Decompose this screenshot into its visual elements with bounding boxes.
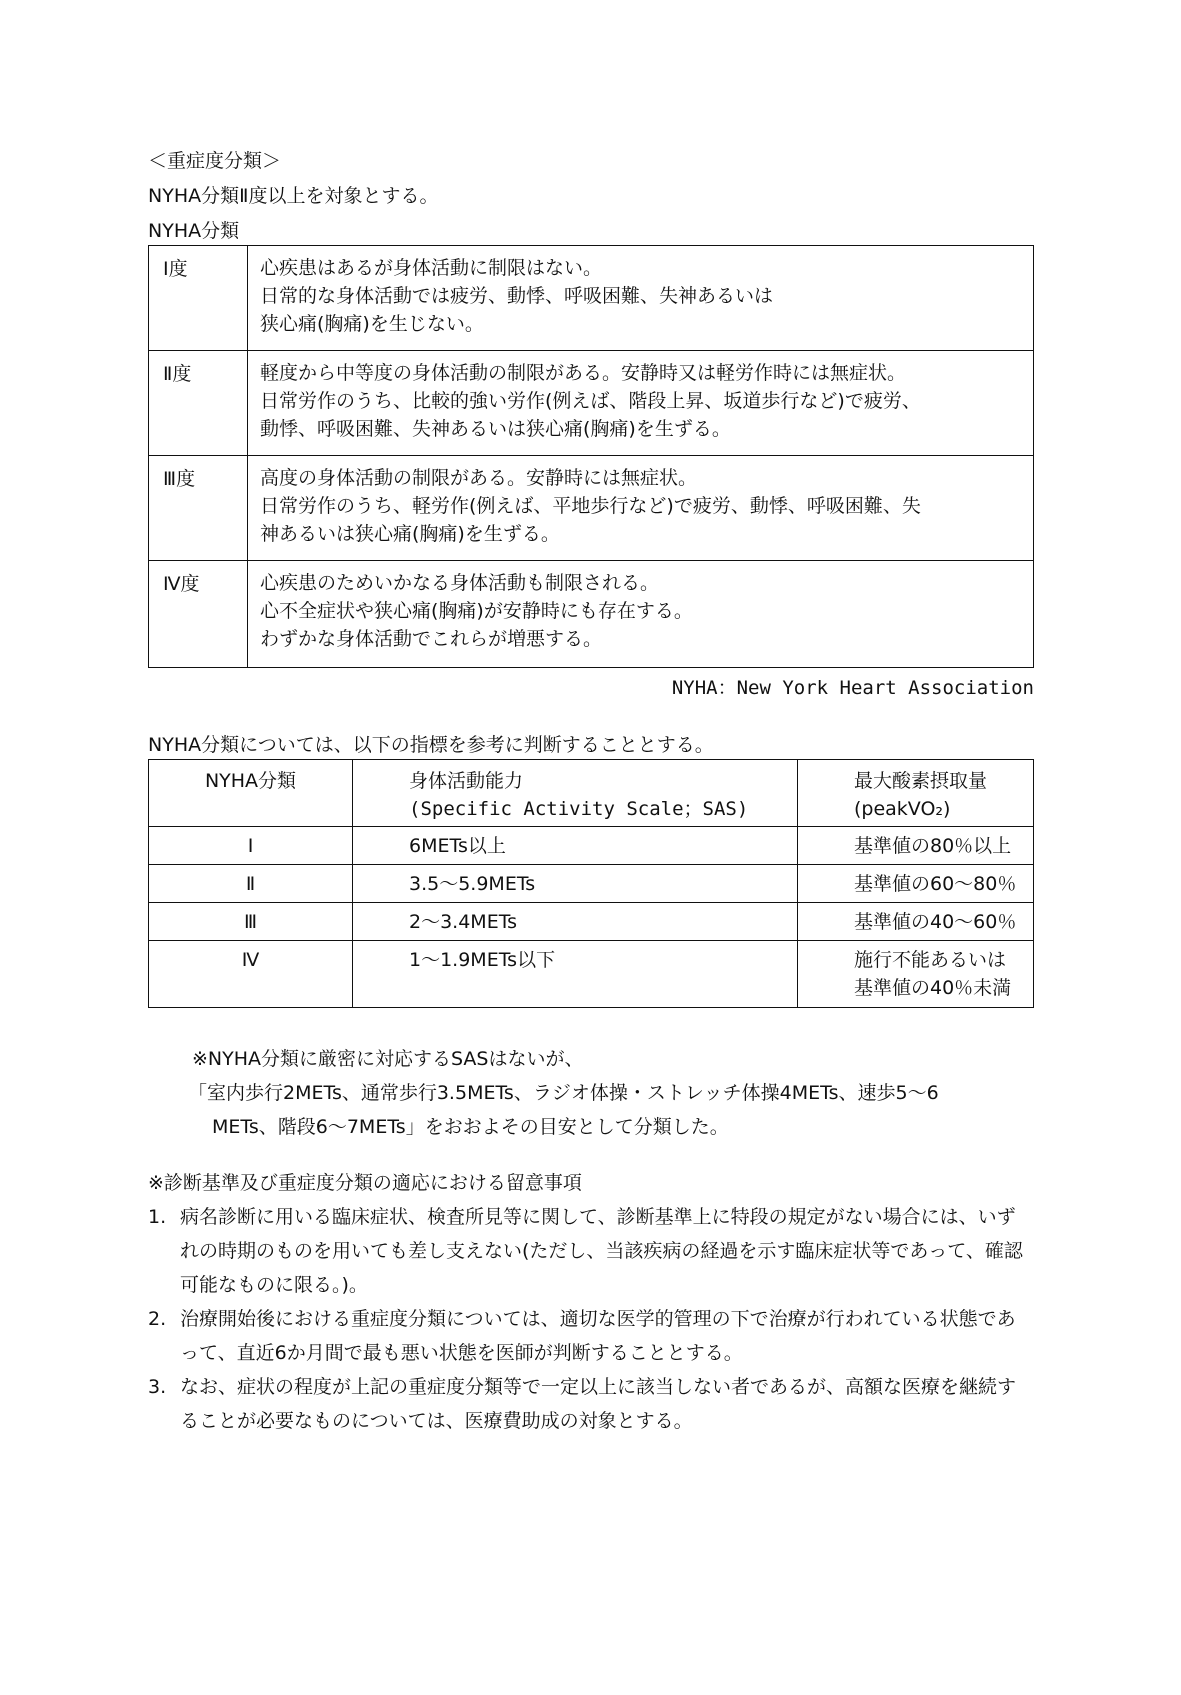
description-line: 動悸、呼吸困難、失神あるいは狭心痛(胸痛)を生ずる。 bbox=[260, 418, 731, 440]
header-nyha bbox=[149, 760, 353, 827]
cell-text: 基準値の60～80％ bbox=[854, 873, 1017, 895]
description-line: 軽度から中等度の身体活動の制限がある。安静時又は軽労作時には無症状。 bbox=[260, 362, 907, 384]
description-line: 心疾患はあるが身体活動に制限はない。 bbox=[260, 257, 603, 279]
grade-cell: Ⅱ度 bbox=[149, 351, 248, 456]
sas-cell bbox=[353, 941, 798, 1008]
cell-text: 基準値の80％以上 bbox=[854, 835, 1012, 857]
table-header-row bbox=[149, 760, 1034, 827]
grade-cell: Ⅰ度 bbox=[149, 246, 248, 351]
remarks-title: ※診断基準及び重症度分類の適応における留意事項 bbox=[148, 1172, 582, 1194]
list-item bbox=[148, 1370, 1034, 1438]
list-text: 治療開始後における重症度分類については、適切な医学的管理の下で治療が行われている状態であって、直近6か月間で最も悪い状態を医師が判断することとする。 bbox=[180, 1308, 1016, 1364]
grade-cell: Ⅲ度 bbox=[149, 456, 248, 561]
description-line: 日常的な身体活動では疲労、動悸、呼吸困難、失神あるいは bbox=[260, 285, 774, 307]
description-line: 心疾患のためいかなる身体活動も制限される。 bbox=[260, 572, 660, 594]
cell-text: 2～3.4METs bbox=[409, 911, 518, 933]
cell-text: 3.5～5.9METs bbox=[409, 873, 536, 895]
cell-text: 施行不能あるいは bbox=[854, 949, 1007, 971]
cell-text: 6METs以上 bbox=[409, 835, 506, 857]
sas-note bbox=[188, 1042, 1034, 1144]
list-item bbox=[148, 1200, 1034, 1302]
table-row bbox=[149, 351, 1034, 456]
note-line: ※NYHA分類に厳密に対応するSASはないが、 bbox=[192, 1048, 584, 1070]
table-row bbox=[149, 865, 1034, 903]
table-row bbox=[149, 827, 1034, 865]
header-label: 最大酸素摂取量 bbox=[854, 770, 988, 792]
sas-cell bbox=[353, 865, 798, 903]
cell-text: Ⅳ bbox=[241, 949, 260, 971]
vo2-cell bbox=[798, 941, 1034, 1008]
vo2-cell bbox=[798, 827, 1034, 865]
list-item bbox=[148, 1302, 1034, 1370]
vo2-cell bbox=[798, 903, 1034, 941]
nyha-cell bbox=[149, 865, 353, 903]
note-line: 「室内歩行2METs、通常歩行3.5METs、ラジオ体操・ストレッチ体操4METs、速歩5～6 bbox=[188, 1082, 939, 1104]
grade-description bbox=[248, 351, 1034, 456]
list-text: なお、症状の程度が上記の重症度分類等で一定以上に該当しない者であるが、高額な医療を継続することが必要なものについては、医療費助成の対象とする。 bbox=[180, 1376, 1017, 1432]
description-line: 心不全症状や狭心痛(胸痛)が安静時にも存在する。 bbox=[260, 600, 693, 622]
header-label: 身体活動能力 bbox=[409, 770, 524, 792]
list-text: 病名診断に用いる臨床症状、検査所見等に関して、診断基準上に特段の規定がない場合には、いずれの時期のものを用いても差し支えない(ただし、当該疾病の経過を示す臨床症状等であって、確認可能なものに限る。)。 bbox=[180, 1206, 1023, 1296]
nyha-cell bbox=[149, 903, 353, 941]
grade-description bbox=[248, 246, 1034, 351]
remarks-list bbox=[148, 1200, 1034, 1438]
nyha-grade-table bbox=[148, 245, 1034, 668]
sas-cell bbox=[353, 903, 798, 941]
cell-text: 基準値の40～60％ bbox=[854, 911, 1017, 933]
activity-index-table bbox=[148, 759, 1034, 1008]
cell-text: 基準値の40％未満 bbox=[854, 977, 1012, 999]
table-row bbox=[149, 246, 1034, 351]
table1-caption: NYHA分類 bbox=[148, 220, 240, 242]
nyha-cell bbox=[149, 827, 353, 865]
header-sublabel: (Specific Activity Scale；SAS) bbox=[409, 798, 749, 820]
list-number: 2. bbox=[148, 1308, 167, 1330]
description-line: 神あるいは狭心痛(胸痛)を生ずる。 bbox=[260, 523, 560, 545]
document-page bbox=[148, 148, 1034, 1438]
cell-text: Ⅱ bbox=[245, 873, 256, 895]
header-label: NYHA分類 bbox=[204, 770, 297, 792]
grade-cell: Ⅳ度 bbox=[149, 561, 248, 668]
header-sublabel: (peakVO₂) bbox=[854, 798, 951, 820]
vo2-cell bbox=[798, 865, 1034, 903]
grade-description bbox=[248, 561, 1034, 668]
cell-text: Ⅰ bbox=[247, 835, 254, 857]
note-line: METs、階段6～7METs」をおおよその目安として分類した。 bbox=[212, 1116, 729, 1138]
description-line: 日常労作のうち、比較的強い労作(例えば、階段上昇、坂道歩行など)で疲労、 bbox=[260, 390, 921, 412]
description-line: 狭心痛(胸痛)を生じない。 bbox=[260, 313, 484, 335]
intro-text: NYHA分類Ⅱ度以上を対象とする。 bbox=[148, 185, 439, 207]
description-line: 高度の身体活動の制限がある。安静時には無症状。 bbox=[260, 467, 698, 489]
nyha-cell bbox=[149, 941, 353, 1008]
table2-caption: NYHA分類については、以下の指標を参考に判断することとする。 bbox=[148, 734, 714, 756]
header-vo2 bbox=[798, 760, 1034, 827]
table-row bbox=[149, 456, 1034, 561]
nyha-credit: NYHA：New York Heart Association bbox=[671, 677, 1034, 699]
description-line: 日常労作のうち、軽労作(例えば、平地歩行など)で疲労、動悸、呼吸困難、失 bbox=[260, 495, 921, 517]
list-number: 1. bbox=[148, 1206, 167, 1228]
table-row bbox=[149, 941, 1034, 1008]
section-heading: ＜重症度分類＞ bbox=[148, 150, 282, 172]
table-row bbox=[149, 561, 1034, 668]
list-number: 3. bbox=[148, 1376, 167, 1398]
cell-text: 1～1.9METs以下 bbox=[409, 949, 556, 971]
cell-text: Ⅲ bbox=[243, 911, 258, 933]
grade-description bbox=[248, 456, 1034, 561]
header-sas bbox=[353, 760, 798, 827]
sas-cell bbox=[353, 827, 798, 865]
table-row bbox=[149, 903, 1034, 941]
description-line: わずかな身体活動でこれらが増悪する。 bbox=[260, 628, 603, 650]
